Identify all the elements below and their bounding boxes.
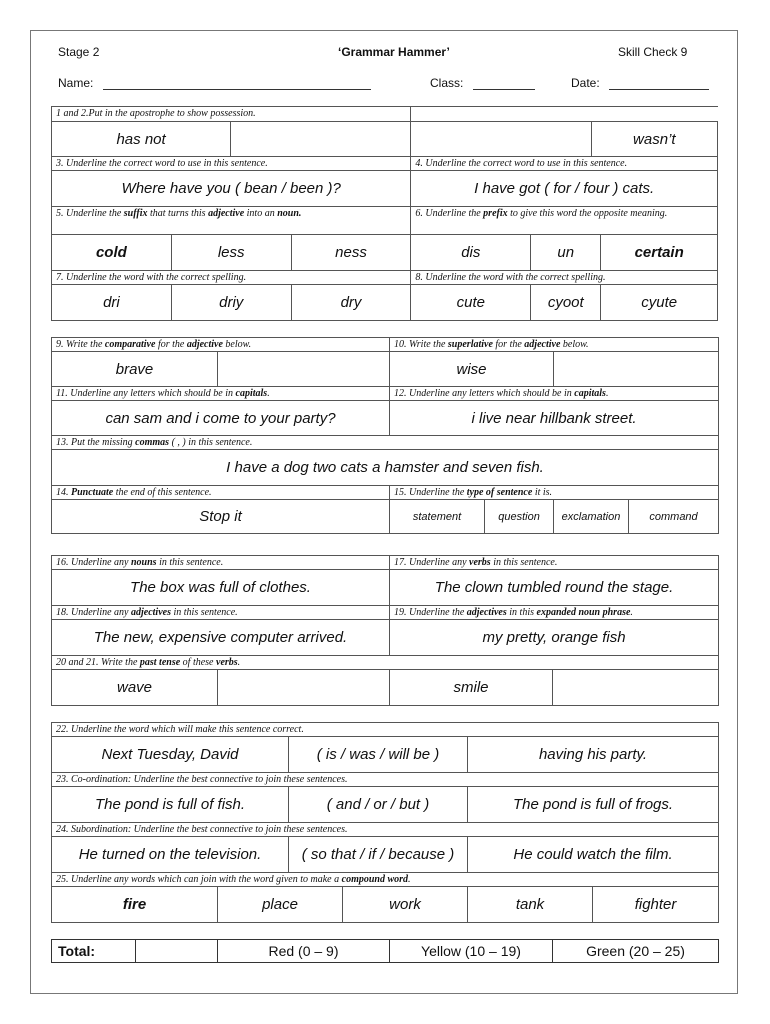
q19-prompt: 19. Underline the adjectives in this expanded noun phrase. bbox=[390, 606, 719, 620]
q8-option-cute[interactable]: cute bbox=[411, 285, 531, 321]
q22-end: having his party. bbox=[468, 737, 719, 773]
class-label: Class: bbox=[430, 76, 464, 90]
q13-prompt: 13. Put the missing commas ( , ) in this sentence. bbox=[52, 436, 719, 450]
q12-prompt: 12. Underline any letters which should be in capitals. bbox=[390, 387, 719, 401]
q22-start: Next Tuesday, David bbox=[52, 737, 289, 773]
q1-header-blank bbox=[411, 107, 718, 122]
q1-prompt: 1 and 2.Put in the apostrophe to show possession. bbox=[52, 107, 411, 122]
section-4 bbox=[51, 722, 719, 923]
q16-sentence[interactable]: The box was full of clothes. bbox=[52, 570, 390, 606]
total-label: Total: bbox=[52, 940, 136, 963]
q14-prompt: 14. Punctuate the end of this sentence. bbox=[52, 486, 390, 500]
section-2 bbox=[51, 337, 719, 534]
q7-option-dri[interactable]: dri bbox=[52, 285, 172, 321]
q8-prompt: 8. Underline the word with the correct spelling. bbox=[411, 271, 718, 285]
q25-word-fire: fire bbox=[52, 887, 218, 923]
total-score-box[interactable] bbox=[136, 940, 218, 963]
q22-options[interactable]: ( is / was / will be ) bbox=[289, 737, 468, 773]
q4-sentence[interactable]: I have got ( for / four ) cats. bbox=[411, 171, 718, 207]
q25-option-fighter[interactable]: fighter bbox=[593, 887, 719, 923]
q14-sentence[interactable]: Stop it bbox=[52, 500, 390, 534]
q15-option-question[interactable]: question bbox=[485, 500, 554, 534]
q18-sentence[interactable]: The new, expensive computer arrived. bbox=[52, 620, 390, 656]
date-row bbox=[571, 76, 709, 90]
q23-options[interactable]: ( and / or / but ) bbox=[289, 787, 468, 823]
q15-option-exclamation[interactable]: exclamation bbox=[554, 500, 629, 534]
q20-prompt: 20 and 21. Write the past tense of these verbs. bbox=[52, 656, 719, 670]
q21-answer-box[interactable] bbox=[553, 670, 719, 706]
q20-answer-box[interactable] bbox=[218, 670, 390, 706]
q23-sentence-2: The pond is full of frogs. bbox=[468, 787, 719, 823]
band-green: Green (20 – 25) bbox=[553, 940, 719, 963]
q12-sentence[interactable]: i live near hillbank street. bbox=[390, 401, 719, 436]
q17-prompt: 17. Underline any verbs in this sentence. bbox=[390, 556, 719, 570]
q1-word-has-not: has not bbox=[52, 122, 231, 157]
q4-prompt: 4. Underline the correct word to use in this sentence. bbox=[411, 157, 718, 171]
q11-sentence[interactable]: can sam and i come to your party? bbox=[52, 401, 390, 436]
q6-option-un[interactable]: un bbox=[531, 235, 601, 271]
q25-option-place[interactable]: place bbox=[218, 887, 343, 923]
q16-prompt: 16. Underline any nouns in this sentence. bbox=[52, 556, 390, 570]
q10-word-wise: wise bbox=[390, 352, 554, 387]
q24-options[interactable]: ( so that / if / because ) bbox=[289, 837, 468, 873]
name-label: Name: bbox=[58, 76, 94, 90]
q24-sentence-2: He could watch the film. bbox=[468, 837, 719, 873]
class-row bbox=[430, 76, 535, 90]
q7-option-driy[interactable]: driy bbox=[171, 285, 291, 321]
q5-option-less[interactable]: less bbox=[171, 235, 291, 271]
q24-prompt: 24. Subordination: Underline the best connective to join these sentences. bbox=[52, 823, 719, 837]
q9-answer-box[interactable] bbox=[218, 352, 390, 387]
q10-prompt: 10. Write the superlative for the adjective below. bbox=[390, 338, 719, 352]
q15-option-statement[interactable]: statement bbox=[390, 500, 485, 534]
date-label: Date: bbox=[571, 76, 600, 90]
q23-prompt: 23. Co-ordination: Underline the best connective to join these sentences. bbox=[52, 773, 719, 787]
q25-option-tank[interactable]: tank bbox=[468, 887, 593, 923]
date-field[interactable] bbox=[609, 78, 709, 90]
q2-word-wasnt: wasn’t bbox=[591, 122, 717, 157]
q6-prompt: 6. Underline the prefix to give this word the opposite meaning. bbox=[411, 207, 718, 235]
q7-option-dry[interactable]: dry bbox=[291, 285, 411, 321]
skill-check-label: Skill Check 9 bbox=[618, 45, 688, 59]
q25-option-work[interactable]: work bbox=[343, 887, 468, 923]
q13-sentence[interactable]: I have a dog two cats a hamster and seven fish. bbox=[52, 450, 719, 486]
total-table bbox=[51, 939, 719, 963]
section-1 bbox=[51, 106, 718, 321]
name-row bbox=[58, 76, 371, 90]
q5-option-ness[interactable]: ness bbox=[291, 235, 411, 271]
q10-answer-box[interactable] bbox=[554, 352, 719, 387]
q7-prompt: 7. Underline the word with the correct spelling. bbox=[52, 271, 411, 285]
q11-prompt: 11. Underline any letters which should be in capitals. bbox=[52, 387, 390, 401]
band-red: Red (0 – 9) bbox=[218, 940, 390, 963]
class-field[interactable] bbox=[473, 78, 535, 90]
q9-prompt: 9. Write the comparative for the adjective below. bbox=[52, 338, 390, 352]
section-3 bbox=[51, 555, 719, 706]
q5-prompt: 5. Underline the suffix that turns this adjective into an noun. bbox=[52, 207, 411, 235]
q18-prompt: 18. Underline any adjectives in this sentence. bbox=[52, 606, 390, 620]
q6-option-dis[interactable]: dis bbox=[411, 235, 531, 271]
q6-word-certain: certain bbox=[601, 235, 718, 271]
q25-prompt: 25. Underline any words which can join with the word given to make a compound word. bbox=[52, 873, 719, 887]
page-title: ‘Grammar Hammer’ bbox=[338, 45, 450, 59]
q17-sentence[interactable]: The clown tumbled round the stage. bbox=[390, 570, 719, 606]
q2-answer-box[interactable] bbox=[411, 122, 591, 157]
name-field[interactable] bbox=[103, 78, 371, 90]
q8-option-cyoot[interactable]: cyoot bbox=[531, 285, 601, 321]
q22-prompt: 22. Underline the word which will make this sentence correct. bbox=[52, 723, 719, 737]
q19-phrase[interactable]: my pretty, orange fish bbox=[390, 620, 719, 656]
q15-prompt: 15. Underline the type of sentence it is. bbox=[390, 486, 719, 500]
band-yellow: Yellow (10 – 19) bbox=[390, 940, 553, 963]
q3-prompt: 3. Underline the correct word to use in this sentence. bbox=[52, 157, 411, 171]
q8-option-cyute[interactable]: cyute bbox=[601, 285, 718, 321]
q24-sentence-1: He turned on the television. bbox=[52, 837, 289, 873]
q21-word-smile: smile bbox=[390, 670, 553, 706]
q9-word-brave: brave bbox=[52, 352, 218, 387]
q3-sentence[interactable]: Where have you ( bean / been )? bbox=[52, 171, 411, 207]
q20-word-wave: wave bbox=[52, 670, 218, 706]
q5-word-cold: cold bbox=[52, 235, 172, 271]
q15-option-command[interactable]: command bbox=[629, 500, 719, 534]
stage-label: Stage 2 bbox=[58, 45, 100, 59]
q23-sentence-1: The pond is full of fish. bbox=[52, 787, 289, 823]
q1-answer-box[interactable] bbox=[231, 122, 411, 157]
